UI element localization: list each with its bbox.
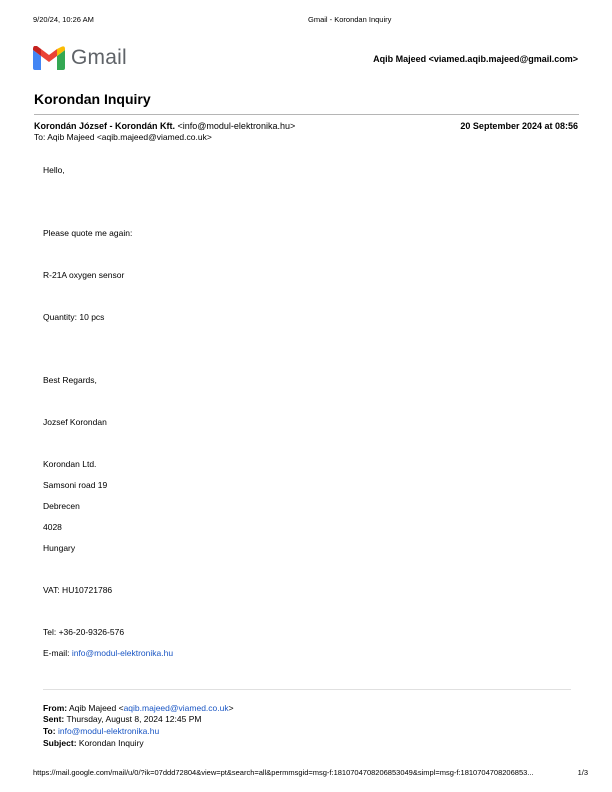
signature-email — [43, 648, 173, 658]
gmail-wordmark: Gmail — [71, 46, 127, 69]
quoted-from-label: From: — [43, 703, 68, 713]
gmail-m-icon — [33, 46, 65, 70]
quoted-subject-label: Subject: — [43, 738, 77, 748]
header-divider — [34, 114, 579, 115]
signature-city: Debrecen — [43, 501, 80, 511]
quoted-subject — [43, 738, 144, 748]
page-number: 1/3 — [577, 768, 588, 777]
print-datetime: 9/20/24, 10:26 AM — [33, 15, 94, 24]
quoted-to-label: To: — [43, 726, 56, 736]
signature-street: Samsoni road 19 — [43, 480, 108, 490]
signature-email-link[interactable]: info@modul-elektronika.hu — [71, 648, 174, 658]
signature-email-label: E-mail: — [43, 648, 70, 658]
gmail-logo — [33, 45, 129, 71]
quoted-sent-value: Thursday, August 8, 2024 12:45 PM — [66, 714, 202, 724]
quoted-sent-label: Sent: — [43, 714, 65, 724]
signature-country: Hungary — [43, 543, 76, 553]
quoted-from — [43, 703, 234, 713]
quoted-subject-value: Korondan Inquiry — [78, 738, 144, 748]
body-greeting: Hello, — [43, 165, 65, 175]
body-request: Please quote me again: — [43, 228, 133, 238]
quoted-to — [43, 726, 159, 736]
email-subject: Korondan Inquiry — [34, 91, 151, 107]
print-url: https://mail.google.com/mail/u/0/?ik=07ddd72804&view=pt&search=all&permmsgid=msg-f:1810704708206853049&simpl=msg-f:1810704708206853... — [33, 768, 534, 777]
email-date: 20 September 2024 at 08:56 — [460, 121, 578, 131]
sender-email: <info@modul-elektronika.hu> — [177, 121, 296, 131]
body-quantity: Quantity: 10 pcs — [43, 312, 105, 322]
sender-name: Korondán József - Korondán Kft. — [34, 121, 175, 131]
print-title: Gmail - Korondan Inquiry — [308, 15, 392, 24]
signature-company: Korondan Ltd. — [43, 459, 97, 469]
signature-postcode: 4028 — [43, 522, 62, 532]
quoted-from-close: > — [228, 703, 234, 713]
signature-vat: VAT: HU10721786 — [43, 585, 113, 595]
account-email: Aqib Majeed <viamed.aqib.majeed@gmail.com> — [373, 54, 578, 64]
body-regards: Best Regards, — [43, 375, 97, 385]
signature-name: Jozsef Korondan — [43, 417, 107, 427]
signature-tel: Tel: +36-20-9326-576 — [43, 627, 125, 637]
quoted-sent — [43, 714, 201, 724]
quoted-to-link[interactable]: info@modul-elektronika.hu — [57, 726, 160, 736]
quoted-from-link[interactable]: aqib.majeed@viamed.co.uk — [123, 703, 229, 713]
body-item: R-21A oxygen sensor — [43, 270, 125, 280]
recipient: To: Aqib Majeed <aqib.majeed@viamed.co.uk> — [34, 132, 212, 142]
quoted-from-name: Aqib Majeed < — [69, 703, 124, 713]
quote-divider — [43, 689, 571, 690]
sender — [34, 121, 295, 131]
